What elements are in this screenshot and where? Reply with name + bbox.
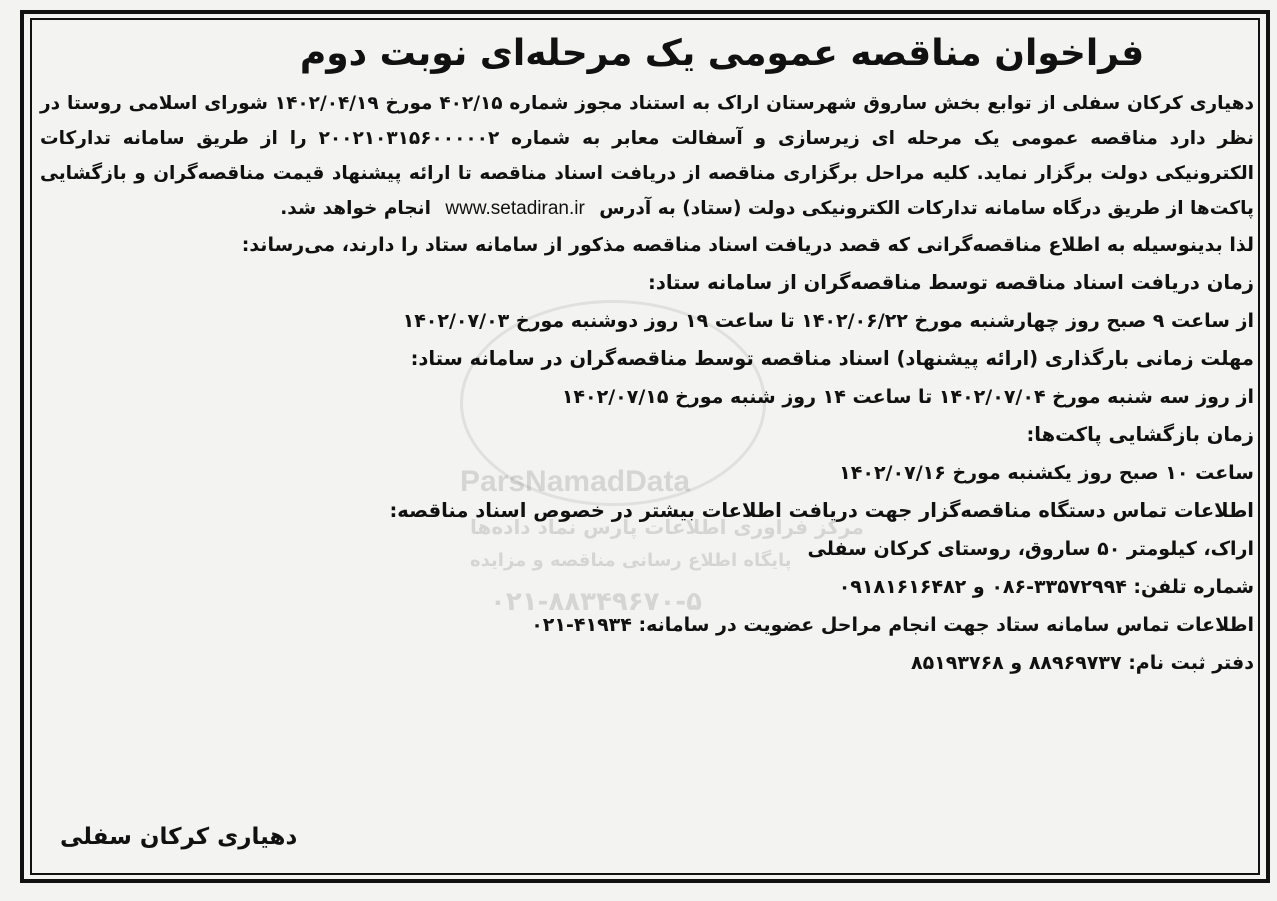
watermark-phone: ۰۲۱-۸۸۳۴۹۶۷۰-۵ xyxy=(490,587,703,617)
notice-title: فراخوان مناقصه عمومی یک مرحله‌ای نوبت دوم xyxy=(299,33,1145,74)
watermark-brand: ParsNamadData xyxy=(460,465,691,498)
section-detail-receive-docs: از ساعت ۹ صبح روز چهارشنبه مورخ ۱۴۰۲/۰۶/۲۲ تا ساعت ۱۹ روز دوشنبه مورخ ۱۴۰۲/۰۷/۰۳ xyxy=(402,310,1254,332)
section-heading-receive-docs: زمان دریافت اسناد مناقصه توسط مناقصه‌گران از سامانه ستاد: xyxy=(648,271,1254,294)
contact-heading: اطلاعات تماس دستگاه مناقصه‌گزار جهت دریافت اطلاعات بیشتر در خصوص اسناد مناقصه: xyxy=(389,499,1254,522)
intro-paragraph xyxy=(36,86,1258,226)
section-detail-submission: از روز سه شنبه مورخ ۱۴۰۲/۰۷/۰۴ تا ساعت ۱۴ روز شنبه مورخ ۱۴۰۲/۰۷/۱۵ xyxy=(561,386,1254,408)
notice-content xyxy=(36,22,1258,872)
watermark-line1: مرکز فراوری اطلاعات پارس نماد داده‌ها xyxy=(470,515,864,539)
setad-support-contact: اطلاعات تماس سامانه ستاد جهت انجام مراحل عضویت در سامانه: ۴۱۹۳۴-۰۲۱ xyxy=(531,614,1254,636)
registry-office-phone: دفتر ثبت نام: ۸۸۹۶۹۷۳۷ و ۸۵۱۹۳۷۶۸ xyxy=(910,652,1254,674)
signature: دهیاری کرکان سفلی xyxy=(60,824,298,850)
watermark-line2: پایگاه اطلاع رسانی مناقصه و مزایده xyxy=(470,550,792,571)
intro-text: دهیاری کرکان سفلی از توابع بخش ساروق شهرستان اراک به استناد مجوز شماره ۴۰۲/۱۵ مورخ ۱۴۰۲/۰۴/۱۹ شورای اسلامی روستا در نظر دارد مناقصه عمومی یک مرحله ای زیرسازی و آسفالت معابر به شماره ۲۰۰۲۱۰۳۱۵۶۰۰۰۰۰۲ را از طریق سامانه تدارکات الکترونیکی دولت برگزار نماید. کلیه مراحل برگزاری مناقصه از دریافت اسناد مناقصه تا ارائه پیشنهاد قیمت مناقصه‌گران و بازگشایی پاکت‌ها از طریق درگاه سامانه تدارکات الکترونیکی دولت (ستاد) به آدرس xyxy=(40,93,1254,219)
intro-text-end: انجام خواهد شد. xyxy=(280,198,431,219)
section-detail-opening: ساعت ۱۰ صبح روز یکشنبه مورخ ۱۴۰۲/۰۷/۱۶ xyxy=(839,462,1254,484)
contact-phone: شماره تلفن: ۳۳۵۷۲۹۹۴-۰۸۶ و ۰۹۱۸۱۶۱۶۴۸۲ xyxy=(838,576,1254,598)
contact-address: اراک، کیلومتر ۵۰ ساروق، روستای کرکان سفلی xyxy=(807,538,1254,560)
section-heading-submission: مهلت زمانی بارگذاری (ارائه پیشنهاد) اسناد مناقصه توسط مناقصه‌گران در سامانه ستاد: xyxy=(410,347,1254,370)
invitation-text: لذا بدینوسیله به اطلاع مناقصه‌گرانی که قصد دریافت اسناد مناقصه مذکور از سامانه ستاد را دارند، می‌رساند: xyxy=(241,234,1254,256)
section-heading-opening: زمان بازگشایی پاکت‌ها: xyxy=(1026,423,1254,446)
website-link[interactable]: www.setadiran.ir xyxy=(445,198,585,219)
